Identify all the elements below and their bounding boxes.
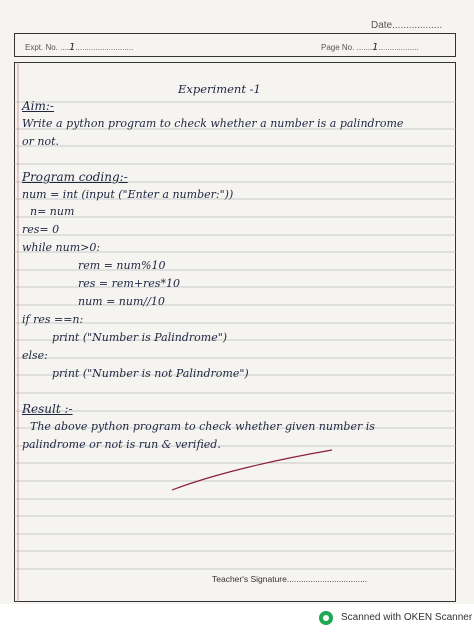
result-line-1: The above python program to check whether given number is <box>30 420 375 433</box>
scanner-watermark-label: Scanned with OKEN Scanner <box>341 612 473 623</box>
code-line: print ("Number is not Palindrome") <box>52 367 249 380</box>
aim-line-1: Write a python program to check whether a number is a palindrome <box>22 117 404 130</box>
teacher-signature-field: Teacher's Signature.................................. <box>212 574 368 584</box>
aim-line-2: or not. <box>22 135 60 148</box>
experiment-number-value: 1 <box>69 42 76 53</box>
code-line: res = rem+res*10 <box>78 277 180 290</box>
code-line: print ("Number is Palindrome") <box>52 331 228 344</box>
verified-tick-mark <box>172 450 332 490</box>
code-line: num = int (input ("Enter a number:")) <box>22 188 234 201</box>
page-number-field: Page No. .......1.................. <box>321 42 419 53</box>
experiment-number-label: Expt. No. <box>25 43 58 52</box>
page-number-value: 1 <box>372 42 379 53</box>
result-heading: Result :- <box>22 402 73 416</box>
result-line-2: palindrome or not is run & verified. <box>22 438 221 451</box>
code-line: n= num <box>30 205 75 218</box>
code-line: else: <box>22 349 48 362</box>
code-line: if res ==n: <box>22 313 84 326</box>
code-line: while num>0: <box>22 241 101 254</box>
page-header-box <box>14 33 456 57</box>
date-field: Date.................. <box>371 20 443 31</box>
code-line: num = num//10 <box>78 295 165 308</box>
oken-scanner-icon <box>319 611 333 625</box>
program-coding-heading: Program coding:- <box>22 170 128 184</box>
code-line: rem = num%10 <box>78 259 166 272</box>
experiment-title: Experiment -1 <box>178 82 261 96</box>
code-line: res= 0 <box>22 223 60 236</box>
page-number-label: Page No. <box>321 43 355 52</box>
aim-heading: Aim:- <box>22 99 54 113</box>
experiment-number-field: Expt. No. ....1.......................... <box>25 42 134 53</box>
